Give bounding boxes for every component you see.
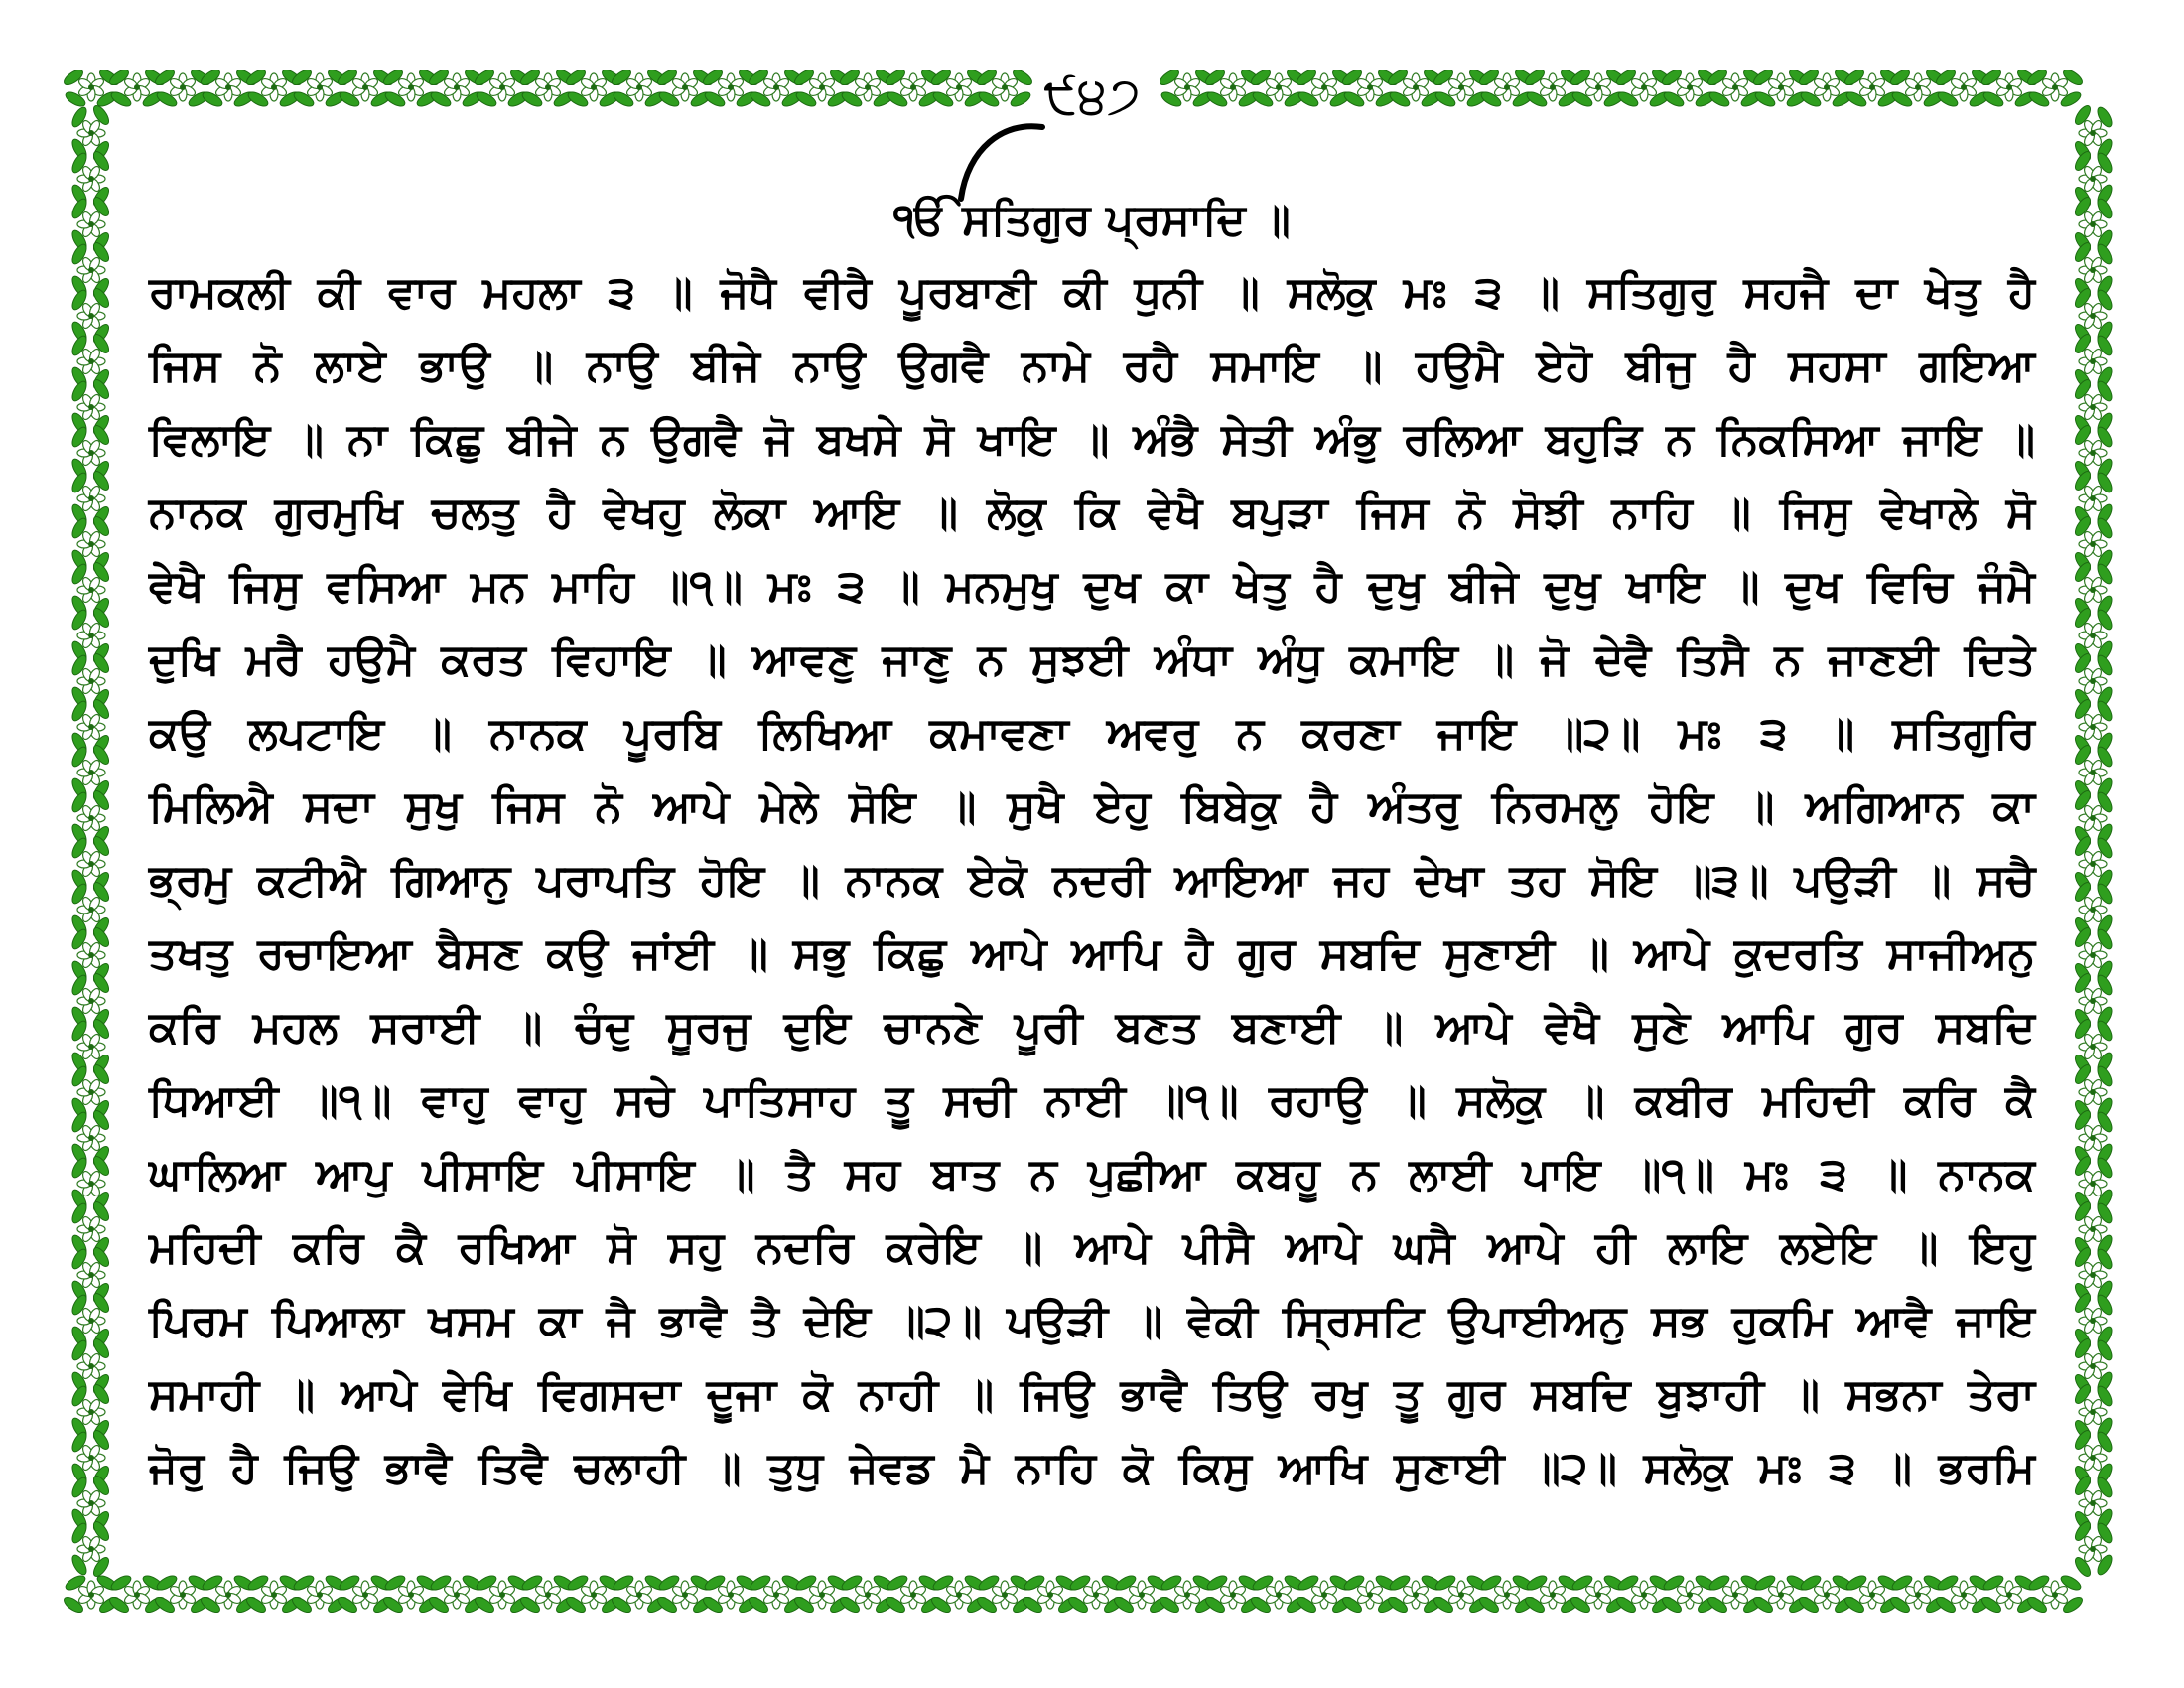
border-flower-icon <box>69 1108 111 1168</box>
gurbani-text-block <box>149 256 2035 1505</box>
border-flower-icon <box>2073 1291 2115 1350</box>
border-flower-icon <box>1751 1573 1811 1615</box>
border-flower-icon <box>1751 68 1811 109</box>
border-flower-icon <box>1888 1573 1948 1615</box>
border-flower-icon <box>838 1573 897 1615</box>
border-flower-icon <box>1340 68 1400 109</box>
border-flower-icon <box>107 1573 167 1615</box>
border-flower-icon <box>2073 788 2115 848</box>
border-flower-icon <box>2073 514 2115 574</box>
text-line: ਰਾਮਕਲੀ ਕੀ ਵਾਰ ਮਹਲਾ ੩ ॥ ਜੋਧੈ ਵੀਰੈ ਪੂਰਬਾਣੀ ਕੀ ਧੁਨੀ ॥ ਸਲੋਕੁ ਮਃ ੩ ॥ ਸਤਿਗੁਰੁ ਸਹਜੈ ਦਾ ਖੇਤੁ ਹੈ <box>149 267 2035 318</box>
border-flower-icon <box>2073 560 2115 620</box>
border-flower-icon <box>62 68 121 109</box>
border-flower-icon <box>1203 68 1263 109</box>
border-flower-icon <box>199 1573 258 1615</box>
border-flower-icon <box>1706 1573 1765 1615</box>
border-flower-icon <box>1386 68 1445 109</box>
border-flower-icon <box>2073 332 2115 391</box>
border-flower-icon <box>2073 1245 2115 1305</box>
border-flower-icon <box>1934 1573 1993 1615</box>
border-flower-icon <box>1295 1573 1354 1615</box>
text-line: ਤਖਤੁ ਰਚਾਇਆ ਬੈਸਣ ਕਉ ਜਾਂਈ ॥ ਸਭੁ ਕਿਛੁ ਆਪੇ ਆਪਿ ਹੈ ਗੁਰ ਸਬਦਿ ਸੁਣਾਈ ॥ ਆਪੇ ਕੁਦਰਤਿ ਸਾਜੀਅਨੁ <box>149 928 2035 979</box>
border-flower-icon <box>975 68 1034 109</box>
border-flower-icon <box>2073 971 2115 1031</box>
border-flower-icon <box>69 332 111 391</box>
border-flower-icon <box>69 423 111 483</box>
border-flower-icon <box>792 68 852 109</box>
border-flower-icon <box>69 1062 111 1122</box>
border-flower-icon <box>1295 68 1354 109</box>
border-flower-icon <box>929 1573 989 1615</box>
border-flower-icon <box>473 68 532 109</box>
border-flower-icon <box>2073 286 2115 346</box>
border-flower-icon <box>701 68 760 109</box>
border-flower-icon <box>1523 68 1582 109</box>
text-line: ਦੁਖਿ ਮਰੈ ਹਉਮੈ ਕਰਤ ਵਿਹਾਇ ॥ ਆਵਣੁ ਜਾਣੁ ਨ ਸੁਝਈ ਅੰਧਾ ਅੰਧੁ ਕਮਾਇ ॥ ਜੋ ਦੇਵੈ ਤਿਸੈ ਨ ਜਾਣਈ ਦਿਤੇ <box>149 634 2035 685</box>
border-flower-icon <box>747 68 806 109</box>
border-flower-icon <box>1797 1573 1856 1615</box>
border-flower-icon <box>655 68 715 109</box>
border-flower-icon <box>69 1017 111 1076</box>
border-flower-icon <box>69 103 111 163</box>
border-flower-icon <box>884 1573 943 1615</box>
border-flower-icon <box>290 1573 349 1615</box>
border-flower-icon <box>2073 1154 2115 1213</box>
border-flower-icon <box>1340 1573 1400 1615</box>
border-flower-icon <box>2025 1573 2085 1615</box>
border-flower-icon <box>69 1519 111 1579</box>
border-flower-icon <box>69 514 111 574</box>
border-flower-icon <box>69 788 111 848</box>
text-line: ਵਿਲਾਇ ॥ ਨਾ ਕਿਛੁ ਬੀਜੇ ਨ ਉਗਵੈ ਜੋ ਬਖਸੇ ਸੋ ਖਾਇ ॥ ਅੰਭੈ ਸੇਤੀ ਅੰਭੁ ਰਲਿਆ ਬਹੁੜਿ ਨ ਨਿਕਸਿਆ ਜਾਇ ॥ <box>149 414 2035 465</box>
border-flower-icon <box>69 1245 111 1305</box>
border-flower-icon <box>1158 1573 1217 1615</box>
border-flower-icon <box>62 1573 121 1615</box>
border-flower-icon <box>747 1573 806 1615</box>
border-flower-icon <box>69 1291 111 1350</box>
border-flower-icon <box>69 195 111 254</box>
text-line: ਕਉ ਲਪਟਾਇ ॥ ਨਾਨਕ ਪੂਰਬਿ ਲਿਖਿਆ ਕਮਾਵਣਾ ਅਵਰੁ ਨ ਕਰਣਾ ਜਾਇ ॥੨॥ ਮਃ ੩ ॥ ਸਤਿਗੁਰਿ <box>149 708 2035 759</box>
border-flower-icon <box>427 1573 486 1615</box>
border-flower-icon <box>1797 68 1856 109</box>
text-line: ਧਿਆਈ ॥੧॥ ਵਾਹੁ ਵਾਹੁ ਸਚੇ ਪਾਤਿਸਾਹ ਤੂ ਸਚੀ ਨਾਈ ॥੧॥ ਰਹਾਉ ॥ ਸਲੋਕੁ ॥ ਕਬੀਰ ਮਹਿਦੀ ਕਰਿ ਕੈ <box>149 1075 2035 1126</box>
border-flower-icon <box>107 68 167 109</box>
border-flower-icon <box>1477 68 1537 109</box>
border-flower-icon <box>701 1573 760 1615</box>
border-flower-icon <box>336 68 395 109</box>
text-line: ਪਿਰਮ ਪਿਆਲਾ ਖਸਮ ਕਾ ਜੈ ਭਾਵੈ ਤੈ ਦੇਇ ॥੨॥ ਪਉੜੀ ॥ ਵੇਕੀ ਸ੍ਰਿਸਟਿ ਉਪਾਈਅਨੁ ਸਭ ਹੁਕਮਿ ਆਵੈ ਜਾਇ <box>149 1296 2035 1346</box>
border-flower-icon <box>69 834 111 894</box>
border-flower-icon <box>69 1382 111 1442</box>
border-flower-icon <box>2073 697 2115 757</box>
border-flower-icon <box>1979 1573 2039 1615</box>
border-flower-icon <box>244 68 304 109</box>
border-flower-icon <box>69 925 111 985</box>
border-flower-icon <box>381 1573 441 1615</box>
border-flower-icon <box>69 240 111 300</box>
border-flower-icon <box>2073 743 2115 802</box>
border-flower-icon <box>2073 1108 2115 1168</box>
page-number: ੯੪੭ <box>1043 67 1141 126</box>
border-flower-icon <box>1249 68 1308 109</box>
text-line: ਭ੍ਰਮੁ ਕਟੀਐ ਗਿਆਨੁ ਪਰਾਪਤਿ ਹੋਇ ॥ ਨਾਨਕ ਏਕੋ ਨਦਰੀ ਆਇਆ ਜਹ ਦੇਖਾ ਤਹ ਸੋਇ ॥੩॥ ਪਉੜੀ ॥ ਸਚੈ <box>149 855 2035 906</box>
border-flower-icon <box>381 68 441 109</box>
border-flower-icon <box>1203 1573 1263 1615</box>
border-flower-icon <box>838 68 897 109</box>
border-flower-icon <box>2073 606 2115 665</box>
border-flower-icon <box>655 1573 715 1615</box>
border-flower-icon <box>2025 68 2085 109</box>
border-flower-icon <box>564 68 623 109</box>
border-flower-icon <box>69 377 111 437</box>
border-flower-icon <box>2073 195 2115 254</box>
border-flower-icon <box>244 1573 304 1615</box>
border-flower-icon <box>69 971 111 1031</box>
border-flower-icon <box>427 68 486 109</box>
border-flower-icon <box>1569 68 1628 109</box>
border-flower-icon <box>2073 651 2115 711</box>
border-flower-icon <box>1843 68 1902 109</box>
text-line: ਜਿਸ ਨੋ ਲਾਏ ਭਾਉ ॥ ਨਾਉ ਬੀਜੇ ਨਾਉ ਉਗਵੈ ਨਾਮੇ ਰਹੈ ਸਮਾਇ ॥ ਹਉਮੈ ਏਹੋ ਬੀਜੁ ਹੈ ਸਹਸਾ ਗਇਆ <box>149 341 2035 391</box>
border-flower-icon <box>1979 68 2039 109</box>
border-flower-icon <box>1523 1573 1582 1615</box>
border-flower-icon <box>1477 1573 1537 1615</box>
border-flower-icon <box>1660 1573 1719 1615</box>
border-flower-icon <box>564 1573 623 1615</box>
border-flower-icon <box>2073 1199 2115 1259</box>
border-flower-icon <box>610 1573 669 1615</box>
border-flower-icon <box>336 1573 395 1615</box>
border-flower-icon <box>2073 834 2115 894</box>
border-flower-icon <box>1432 1573 1491 1615</box>
border-flower-icon <box>1066 1573 1126 1615</box>
border-flower-icon <box>2073 423 2115 483</box>
border-flower-icon <box>69 880 111 939</box>
text-line: ਜੋਰੁ ਹੈ ਜਿਉ ਭਾਵੈ ਤਿਵੈ ਚਲਾਹੀ ॥ ਤੁਧੁ ਜੇਵਡ ਮੈ ਨਾਹਿ ਕੋ ਕਿਸੁ ਆਖਿ ਸੁਣਾਈ ॥੨॥ ਸਲੋਕੁ ਮਃ ੩ ॥ ਭਰਮਿ <box>149 1443 2035 1493</box>
border-flower-icon <box>929 68 989 109</box>
border-flower-icon <box>69 469 111 528</box>
border-flower-icon <box>69 1154 111 1213</box>
border-flower-icon <box>1706 68 1765 109</box>
border-flower-icon <box>1888 68 1948 109</box>
text-line: ਮਹਿਦੀ ਕਰਿ ਕੈ ਰਖਿਆ ਸੋ ਸਹੁ ਨਦਰਿ ਕਰੇਇ ॥ ਆਪੇ ਪੀਸੈ ਆਪੇ ਘਸੈ ਆਪੇ ਹੀ ਲਾਇ ਲਏਇ ॥ ਇਹੁ <box>149 1222 2035 1273</box>
border-flower-icon <box>1934 68 1993 109</box>
border-flower-icon <box>610 68 669 109</box>
border-flower-icon <box>1432 68 1491 109</box>
mool-mantar-heading: ੴ ਸਤਿਗੁਰ ਪ੍ਰਸਾਦਿ ॥ <box>893 195 1291 245</box>
border-flower-icon <box>69 286 111 346</box>
border-flower-icon <box>2073 1428 2115 1487</box>
border-flower-icon <box>2073 469 2115 528</box>
border-flower-icon <box>1021 1573 1080 1615</box>
border-flower-icon <box>2073 1336 2115 1396</box>
border-flower-icon <box>69 149 111 209</box>
border-flower-icon <box>69 697 111 757</box>
border-flower-icon <box>69 606 111 665</box>
border-flower-icon <box>2073 1519 2115 1579</box>
border-flower-icon <box>473 1573 532 1615</box>
text-line: ਕਰਿ ਮਹਲ ਸਰਾਈ ॥ ਚੰਦੁ ਸੂਰਜੁ ਦੁਇ ਚਾਨਣੇ ਪੂਰੀ ਬਣਤ ਬਣਾਈ ॥ ਆਪੇ ਵੇਖੈ ਸੁਣੇ ਆਪਿ ਗੁਰ ਸਬਦਿ <box>149 1002 2035 1053</box>
border-flower-icon <box>2073 880 2115 939</box>
border-flower-icon <box>1569 1573 1628 1615</box>
text-line: ਮਿਲਿਐ ਸਦਾ ਸੁਖੁ ਜਿਸ ਨੋ ਆਪੇ ਮੇਲੇ ਸੋਇ ॥ ਸੁਖੈ ਏਹੁ ਬਿਬੇਕੁ ਹੈ ਅੰਤਰੁ ਨਿਰਮਲੁ ਹੋਇ ॥ ਅਗਿਆਨ ਕਾ <box>149 781 2035 832</box>
border-flower-icon <box>1112 1573 1171 1615</box>
border-flower-icon <box>1614 1573 1674 1615</box>
border-flower-icon <box>884 68 943 109</box>
border-flower-icon <box>518 68 578 109</box>
border-flower-icon <box>1614 68 1674 109</box>
border-flower-icon <box>69 1336 111 1396</box>
border-flower-icon <box>2073 377 2115 437</box>
border-flower-icon <box>153 1573 212 1615</box>
border-flower-icon <box>69 1474 111 1533</box>
border-flower-icon <box>518 1573 578 1615</box>
border-flower-icon <box>2073 925 2115 985</box>
text-line: ਵੇਖੈ ਜਿਸੁ ਵਸਿਆ ਮਨ ਮਾਹਿ ॥੧॥ ਮਃ ੩ ॥ ਮਨਮੁਖੁ ਦੁਖ ਕਾ ਖੇਤੁ ਹੈ ਦੁਖੁ ਬੀਜੇ ਦੁਖੁ ਖਾਇ ॥ ਦੁਖ ਵਿਚਿ ਜੰਮੈ <box>149 561 2035 612</box>
border-flower-icon <box>69 560 111 620</box>
border-flower-icon <box>2073 1062 2115 1122</box>
border-flower-icon <box>69 1199 111 1259</box>
border-flower-icon <box>1158 68 1217 109</box>
border-flower-icon <box>2073 1474 2115 1533</box>
border-flower-icon <box>2073 240 2115 300</box>
border-flower-icon <box>153 68 212 109</box>
border-flower-icon <box>1843 1573 1902 1615</box>
border-flower-icon <box>1660 68 1719 109</box>
border-flower-icon <box>69 743 111 802</box>
border-flower-icon <box>2073 103 2115 163</box>
border-flower-icon <box>1386 1573 1445 1615</box>
border-flower-icon <box>1249 1573 1308 1615</box>
text-line: ਸਮਾਹੀ ॥ ਆਪੇ ਵੇਖਿ ਵਿਗਸਦਾ ਦੂਜਾ ਕੋ ਨਾਹੀ ॥ ਜਿਉ ਭਾਵੈ ਤਿਉ ਰਖੁ ਤੂ ਗੁਰ ਸਬਦਿ ਬੁਝਾਹੀ ॥ ਸਭਨਾ ਤੇਰਾ <box>149 1369 2035 1420</box>
border-flower-icon <box>2073 1382 2115 1442</box>
border-flower-icon <box>69 651 111 711</box>
border-flower-icon <box>199 68 258 109</box>
border-flower-icon <box>290 68 349 109</box>
border-flower-icon <box>975 1573 1034 1615</box>
text-line: ਨਾਨਕ ਗੁਰਮੁਖਿ ਚਲਤੁ ਹੈ ਵੇਖਹੁ ਲੋਕਾ ਆਇ ॥ ਲੋਕੁ ਕਿ ਵੇਖੈ ਬਪੁੜਾ ਜਿਸ ਨੋ ਸੋਝੀ ਨਾਹਿ ॥ ਜਿਸੁ ਵੇਖਾਲੇ ਸੋ <box>149 488 2035 538</box>
border-flower-icon <box>69 1428 111 1487</box>
border-flower-icon <box>2073 1017 2115 1076</box>
border-flower-icon <box>2073 149 2115 209</box>
text-line: ਘਾਲਿਆ ਆਪੁ ਪੀਸਾਇ ਪੀਸਾਇ ॥ ਤੈ ਸਹ ਬਾਤ ਨ ਪੁਛੀਆ ਕਬਹੂ ਨ ਲਾਈ ਪਾਇ ॥੧॥ ਮਃ ੩ ॥ ਨਾਨਕ <box>149 1149 2035 1199</box>
border-flower-icon <box>792 1573 852 1615</box>
